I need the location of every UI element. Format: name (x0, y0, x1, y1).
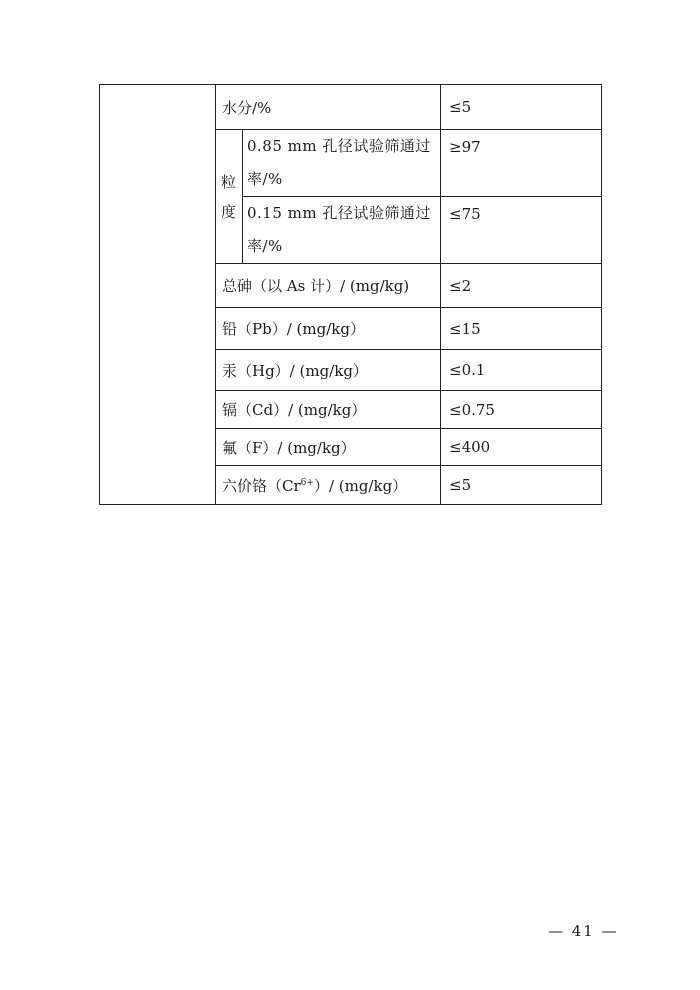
item-cell: 铅（Pb）/ (mg/kg） (216, 308, 441, 350)
limit-cell: ≤15 (441, 308, 602, 350)
item-cell: 0.85 mm 孔径试验筛通过率/% (243, 130, 441, 197)
item-cell: 总砷（以 As 计）/ (mg/kg) (216, 264, 441, 308)
limit-cell: ≥97 (441, 130, 602, 197)
item-cell (216, 466, 441, 505)
limit-cell: ≤0.1 (441, 350, 602, 391)
table-row (100, 85, 602, 130)
limit-cell: ≤75 (441, 197, 602, 264)
granularity-char: 度 (220, 202, 237, 221)
item-cell: 汞（Hg）/ (mg/kg） (216, 350, 441, 391)
spec-table (99, 84, 602, 505)
limit-cell: ≤5 (441, 85, 602, 130)
page-number: — 41 — (548, 922, 619, 940)
item-text: 六价铬（Cr (222, 476, 301, 495)
granularity-char: 粒 (220, 172, 237, 191)
item-cell: 0.15 mm 孔径试验筛通过率/% (243, 197, 441, 264)
item-cell: 水分/% (216, 85, 441, 130)
item-text: ）/ (mg/kg） (313, 476, 408, 495)
granularity-label (216, 130, 243, 264)
item-cell: 氟（F）/ (mg/kg） (216, 429, 441, 466)
item-cell: 镉（Cd）/ (mg/kg） (216, 391, 441, 429)
limit-cell: ≤400 (441, 429, 602, 466)
category-cell (100, 85, 216, 505)
limit-cell: ≤5 (441, 466, 602, 505)
limit-cell: ≤0.75 (441, 391, 602, 429)
limit-cell: ≤2 (441, 264, 602, 308)
item-superscript: 6+ (300, 477, 314, 488)
